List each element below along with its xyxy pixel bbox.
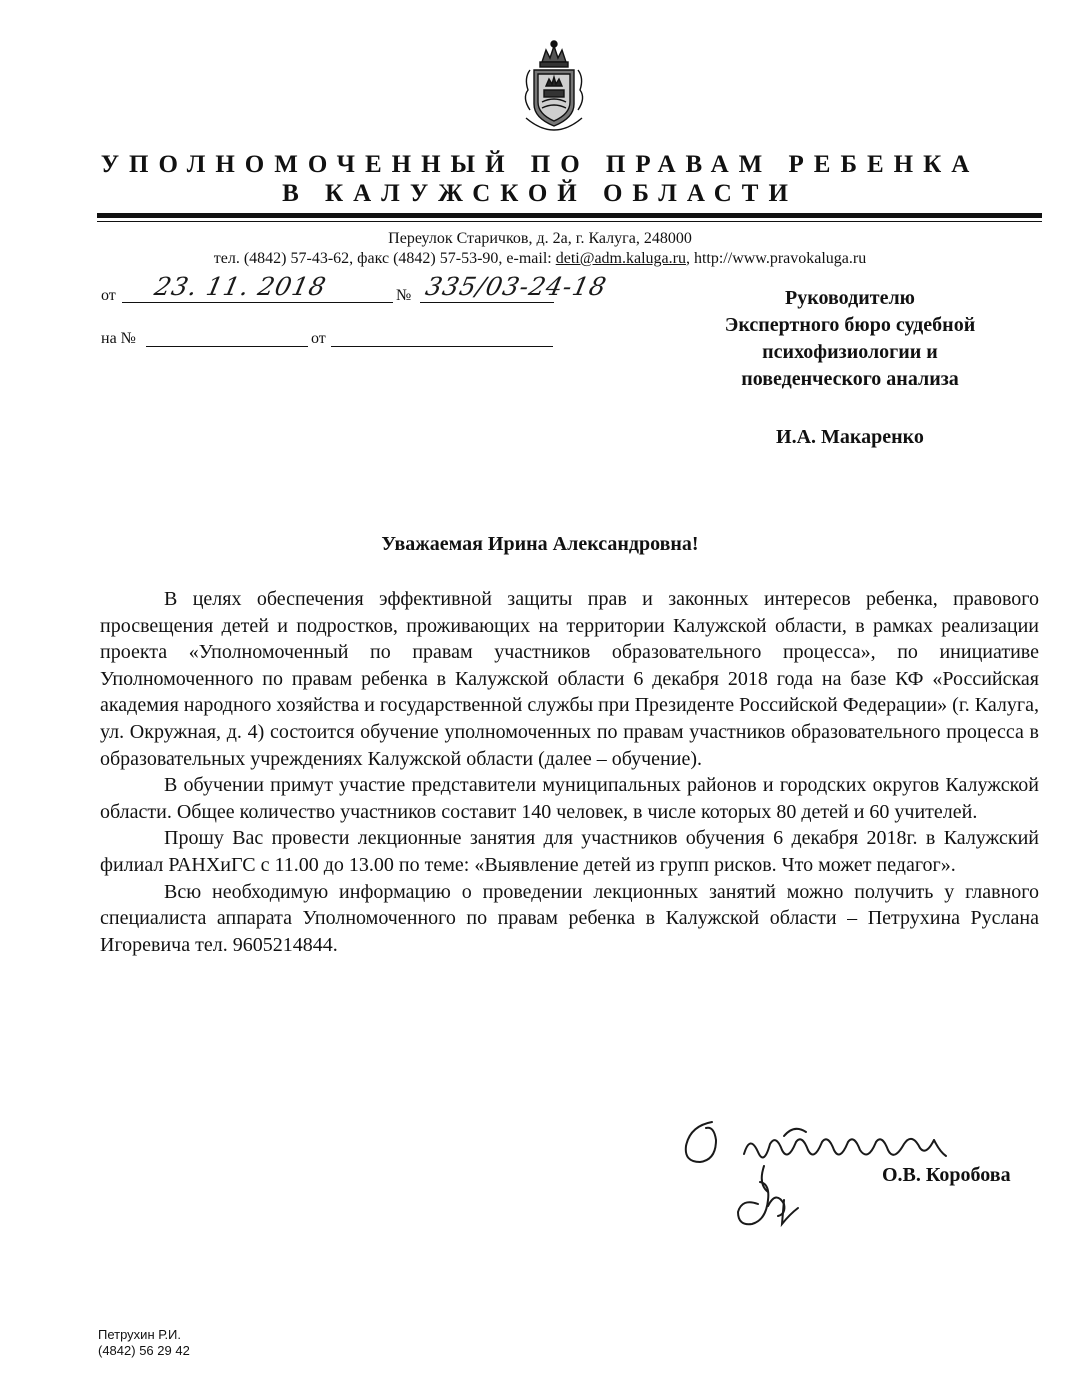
recipient-block	[640, 285, 1060, 393]
recipient-line1: Руководителю	[785, 287, 915, 309]
contacts-phone-fax: тел. (4842) 57-43-62, факс (4842) 57-53-90, e-mail:	[213, 250, 556, 267]
reply-to-number-label: на №	[101, 330, 136, 347]
body-paragraph-4: Всю необходимую информацию о проведении лекционных занятий можно получить у главного специалиста аппарата Уполномоченного по правам ребенка в Калужской области – Петрухина Руслана Игоревича тел. 9605214844.	[100, 880, 1039, 956]
handwritten-number: 335/03-24-18	[422, 272, 610, 301]
signer-name: О.В. Коробова	[882, 1164, 1011, 1186]
body-paragraph-2: В обучении примут участие представители муниципальных районов и городских округов Калужской области. Общее количество участников составит 140 человек, в числе которых 80 детей и 60 учителей.	[100, 774, 1039, 823]
header-divider-thin	[97, 221, 1042, 222]
executor-name: Петрухин Р.И.	[98, 1327, 182, 1342]
recipient-line3: психофизиологии и	[762, 341, 938, 363]
coat-of-arms-emblem	[520, 38, 588, 134]
date-from-label: от	[101, 287, 116, 304]
salutation: Уважаемая Ирина Александровна!	[381, 533, 699, 555]
reply-number-field-line	[146, 346, 308, 347]
number-field-line	[420, 302, 554, 303]
body-paragraph-3: Прошу Вас провести лекционные занятия для участников обучения 6 декабря 2018г. в Калужский филиал РАНХиГС с 11.00 до 13.00 по теме: «Выявление детей из групп рисков. Что может педагог».	[100, 827, 1039, 876]
organization-address: Переулок Старичков, д. 2а, г. Калуга, 248000	[388, 230, 692, 247]
organization-title-line1: УПОЛНОМОЧЕННЫЙ ПО ПРАВАМ РЕБЕНКА	[100, 151, 980, 178]
reply-from-label: от	[311, 330, 326, 347]
recipient-name: И.А. Макаренко	[776, 426, 924, 448]
letter-body	[100, 586, 1039, 958]
handwritten-date: 23. 11. 2018	[151, 272, 330, 301]
date-field-line	[122, 302, 393, 303]
recipient-line4: поведенческого анализа	[741, 368, 959, 390]
organization-title-line2: В КАЛУЖСКОЙ ОБЛАСТИ	[282, 180, 798, 207]
reply-date-field-line	[331, 346, 553, 347]
recipient-line2: Экспертного бюро судебной	[724, 314, 976, 336]
body-paragraph-1: В целях обеспечения эффективной защиты прав и законных интересов ребенка, правового просвещения детей и подростков, проживающих на территории Калужской области, в рамках реализации проекта «Уполномоченный по правам участников образовательного процесса», по инициативе Уполномоченного по правам ребенка в Калужской области 6 декабря 2018 года на базе КФ «Российская академия народного хозяйства и государственной службы при Президенте Российской Федерации» (г. Калуга, ул. Окружная, д. 4) состоится обучение уполномоченных по правам участников образовательного процесса в образовательных учреждениях Калужской области (далее – обучение).	[100, 588, 1039, 770]
executor-phone: (4842) 56 29 42	[98, 1343, 190, 1358]
organization-contacts	[0, 248, 1080, 269]
email-link[interactable]: deti@adm.kaluga.ru	[555, 250, 686, 267]
header-divider-thick	[97, 213, 1042, 218]
number-label: №	[396, 287, 412, 304]
website-text: , http://www.pravokaluga.ru	[685, 250, 867, 267]
executor-info	[98, 1327, 190, 1359]
